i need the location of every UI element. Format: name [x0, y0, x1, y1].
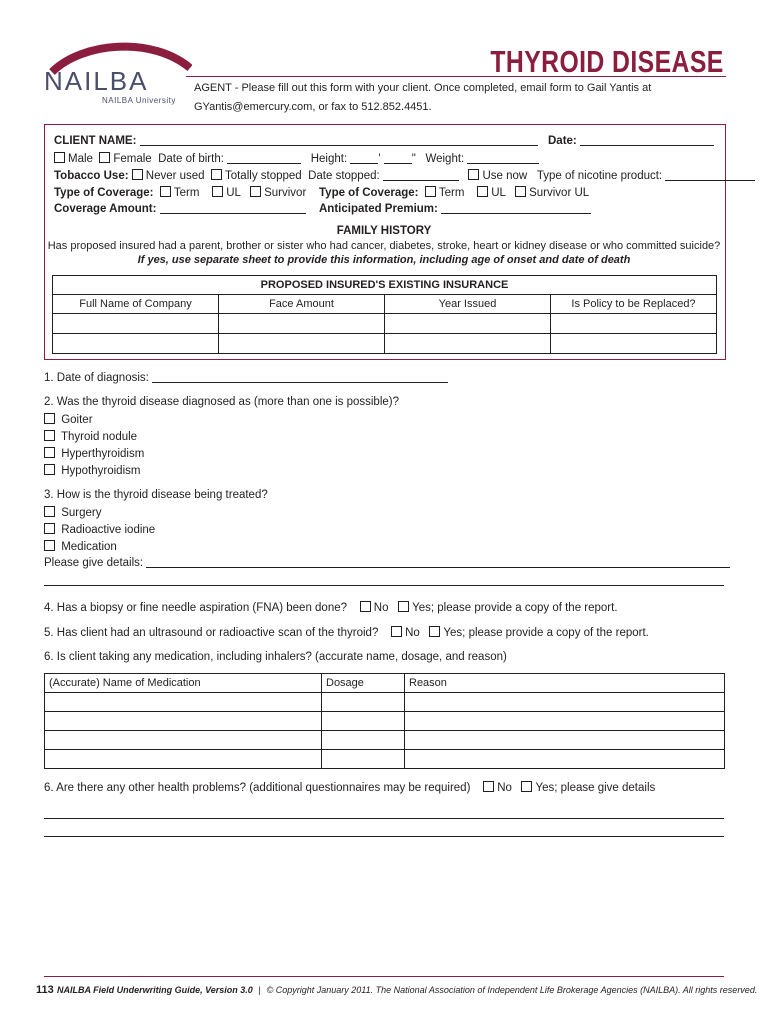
- tobacco-row: [54, 169, 755, 182]
- footer-copyright: © Copyright January 2011. The National Association of Independent Life Brokerage Agencies (NAILBA). All rights reserved.: [266, 985, 758, 995]
- footer-rule: [44, 976, 724, 977]
- date-field[interactable]: [580, 145, 714, 146]
- date-label: Date:: [548, 135, 577, 147]
- insurance-cell[interactable]: [551, 314, 717, 334]
- surgery-label: Surgery: [61, 507, 102, 519]
- coverage-type-label-2: Type of Coverage:: [319, 187, 419, 199]
- radioactive-iodine-checkbox[interactable]: [44, 523, 55, 534]
- goiter-checkbox[interactable]: [44, 413, 55, 424]
- premium-label: Anticipated Premium:: [319, 203, 438, 215]
- insurance-cell[interactable]: [219, 314, 385, 334]
- medication-checkbox[interactable]: [44, 540, 55, 551]
- q2-label: 2. Was the thyroid disease diagnosed as (more than one is possible)?: [44, 396, 399, 408]
- q5-no-label: No: [405, 627, 420, 639]
- family-history-heading: FAMILY HISTORY: [336, 225, 432, 237]
- female-checkbox[interactable]: [99, 152, 110, 163]
- q3-details-row: [44, 557, 730, 569]
- survivor-ul-label: Survivor UL: [529, 187, 590, 199]
- insurance-cell[interactable]: [53, 334, 219, 354]
- agent-instructions: [194, 79, 651, 117]
- date-stopped-field[interactable]: [383, 180, 459, 181]
- diagnosis-date-field[interactable]: [152, 382, 448, 383]
- goiter-label: Goiter: [61, 414, 93, 426]
- insurance-cell[interactable]: [385, 334, 551, 354]
- medication-cell[interactable]: [45, 712, 322, 731]
- q4-no-label: No: [373, 602, 389, 614]
- insurance-cell[interactable]: [551, 334, 717, 354]
- q3-label: 3. How is the thyroid disease being treated?: [44, 489, 268, 501]
- dob-field[interactable]: [227, 163, 301, 164]
- q5-row: [44, 626, 649, 639]
- coverage-type-row-right: [319, 186, 589, 199]
- thyroid-nodule-checkbox[interactable]: [44, 430, 55, 441]
- weight-label: Weight:: [425, 153, 465, 165]
- medication-cell[interactable]: [405, 750, 725, 769]
- female-label: Female: [113, 153, 152, 165]
- hypothyroidism-checkbox[interactable]: [44, 464, 55, 475]
- survivor-label: Survivor: [264, 187, 307, 199]
- feet-mark: ': [378, 153, 381, 165]
- coverage-type-row-left: [54, 186, 306, 199]
- q2-options: [44, 413, 144, 481]
- male-label: Male: [68, 153, 93, 165]
- medication-cell[interactable]: [405, 693, 725, 712]
- agent-line-2: GYantis@emercury.com, or fax to 512.852.4451.: [194, 101, 432, 113]
- date-row: [548, 135, 714, 147]
- medication-cell[interactable]: [405, 712, 725, 731]
- q1-label: 1. Date of diagnosis:: [44, 372, 149, 384]
- col-replaced: Is Policy to be Replaced?: [551, 295, 717, 314]
- term-checkbox[interactable]: [160, 186, 171, 197]
- premium-field[interactable]: [441, 213, 591, 214]
- page-number: 113: [36, 984, 54, 996]
- q6b-details-line-2[interactable]: [44, 836, 724, 837]
- title-rule: [186, 76, 726, 77]
- ul-checkbox-2[interactable]: [477, 186, 488, 197]
- medication-cell[interactable]: [322, 731, 405, 750]
- height-inches-field[interactable]: [384, 163, 412, 164]
- tobacco-label: Tobacco Use:: [54, 170, 129, 182]
- client-name-field[interactable]: [140, 145, 538, 146]
- male-checkbox[interactable]: [54, 152, 65, 163]
- q4-row: [44, 601, 618, 614]
- q3-options: [44, 506, 155, 557]
- agent-line-1: AGENT - Please fill out this form with your client. Once completed, email form to Gail Yantis at: [194, 82, 652, 94]
- insurance-cell[interactable]: [219, 334, 385, 354]
- ul-label: UL: [226, 187, 241, 199]
- hyperthyroidism-checkbox[interactable]: [44, 447, 55, 458]
- ul-label-2: UL: [491, 187, 506, 199]
- insurance-cell[interactable]: [385, 314, 551, 334]
- col-company: Full Name of Company: [53, 295, 219, 314]
- thyroid-nodule-label: Thyroid nodule: [61, 431, 138, 443]
- surgery-checkbox[interactable]: [44, 506, 55, 517]
- coverage-type-label: Type of Coverage:: [54, 187, 154, 199]
- use-now-label: Use now: [482, 170, 528, 182]
- client-name-label: CLIENT NAME:: [54, 135, 137, 147]
- nicotine-field[interactable]: [665, 180, 755, 181]
- q3-details-field[interactable]: [146, 567, 730, 568]
- family-history-question: Has proposed insured had a parent, brother or sister who had cancer, diabetes, stroke, heart or kidney disease or who committed suicide?: [47, 240, 721, 252]
- nailba-logo: [42, 38, 192, 108]
- never-used-label: Never used: [145, 170, 205, 182]
- insurance-table-heading: PROPOSED INSURED'S EXISTING INSURANCE: [53, 276, 717, 295]
- q6b-row: [44, 781, 655, 794]
- medication-cell[interactable]: [322, 712, 405, 731]
- logo-subtext: NAILBA University: [102, 96, 176, 105]
- coverage-amount-label: Coverage Amount:: [54, 203, 157, 215]
- q3-details-line-2[interactable]: [44, 585, 724, 586]
- demographics-row: [54, 152, 539, 165]
- height-label: Height:: [310, 153, 348, 165]
- medication-cell[interactable]: [45, 731, 322, 750]
- medication-table: [44, 673, 725, 769]
- totally-stopped-label: Totally stopped: [224, 170, 302, 182]
- q6b-no-checkbox[interactable]: [483, 781, 494, 792]
- col-year-issued: Year Issued: [385, 295, 551, 314]
- hypothyroidism-label: Hypothyroidism: [61, 465, 141, 477]
- survivor-checkbox[interactable]: [250, 186, 261, 197]
- q4-yes-label: Yes; please provide a copy of the report.: [412, 602, 618, 614]
- inches-mark: ": [411, 153, 416, 165]
- footer-separator: |: [258, 985, 261, 995]
- q6b-yes-checkbox[interactable]: [521, 781, 532, 792]
- date-stopped-label: Date stopped:: [308, 170, 380, 182]
- survivor-ul-checkbox[interactable]: [515, 186, 526, 197]
- q6b-yes-label: Yes; please give details: [535, 782, 656, 794]
- medication-cell[interactable]: [45, 750, 322, 769]
- medication-cell[interactable]: [45, 693, 322, 712]
- use-now-checkbox[interactable]: [468, 169, 479, 180]
- term-label: Term: [173, 187, 200, 199]
- q5-label: 5. Has client had an ultrasound or radioactive scan of the thyroid?: [44, 627, 379, 639]
- q6a-label: 6. Is client taking any medication, including inhalers? (accurate name, dosage, and reason): [44, 651, 507, 663]
- q6b-label: 6. Are there any other health problems? (additional questionnaires may be required): [44, 782, 471, 794]
- footer: [36, 984, 757, 996]
- term-label-2: Term: [438, 187, 465, 199]
- q6b-details-line-1[interactable]: [44, 818, 724, 819]
- q4-no-checkbox[interactable]: [360, 601, 371, 612]
- dob-label: Date of birth:: [158, 153, 224, 165]
- coverage-amount-row: [54, 203, 306, 215]
- existing-insurance-table: [52, 275, 717, 354]
- q5-no-checkbox[interactable]: [391, 626, 402, 637]
- coverage-amount-field[interactable]: [160, 213, 306, 214]
- never-used-checkbox[interactable]: [132, 169, 143, 180]
- nicotine-label: Type of nicotine product:: [536, 170, 663, 182]
- height-feet-field[interactable]: [350, 163, 378, 164]
- client-name-row: [54, 135, 538, 147]
- premium-row: [319, 203, 591, 215]
- medication-cell[interactable]: [322, 693, 405, 712]
- totally-stopped-checkbox[interactable]: [211, 169, 222, 180]
- medication-cell[interactable]: [322, 750, 405, 769]
- q3-details-label: Please give details:: [44, 557, 144, 569]
- weight-field[interactable]: [467, 163, 539, 164]
- q5-yes-label: Yes; please provide a copy of the report.: [443, 627, 649, 639]
- q4-label: 4. Has a biopsy or fine needle aspiration (FNA) been done?: [44, 602, 348, 614]
- page-title: THYROID DISEASE: [490, 44, 724, 79]
- term-checkbox-2[interactable]: [425, 186, 436, 197]
- logo-text: NAILBA: [44, 66, 149, 96]
- q4-yes-checkbox[interactable]: [398, 601, 409, 612]
- q6b-no-label: No: [497, 782, 512, 794]
- ul-checkbox[interactable]: [212, 186, 223, 197]
- col-dosage: Dosage: [322, 674, 405, 693]
- q5-yes-checkbox[interactable]: [429, 626, 440, 637]
- insurance-cell[interactable]: [53, 314, 219, 334]
- col-reason: Reason: [405, 674, 725, 693]
- footer-guide: NAILBA Field Underwriting Guide, Version 3.0: [56, 985, 253, 995]
- radioactive-iodine-label: Radioactive iodine: [61, 524, 156, 536]
- hyperthyroidism-label: Hyperthyroidism: [61, 448, 145, 460]
- medication-label: Medication: [61, 541, 117, 553]
- family-history-note: If yes, use separate sheet to provide this information, including age of onset and date of death: [137, 254, 631, 266]
- col-face-amount: Face Amount: [219, 295, 385, 314]
- medication-cell[interactable]: [405, 731, 725, 750]
- col-medication-name: (Accurate) Name of Medication: [45, 674, 322, 693]
- q1-row: [44, 372, 448, 384]
